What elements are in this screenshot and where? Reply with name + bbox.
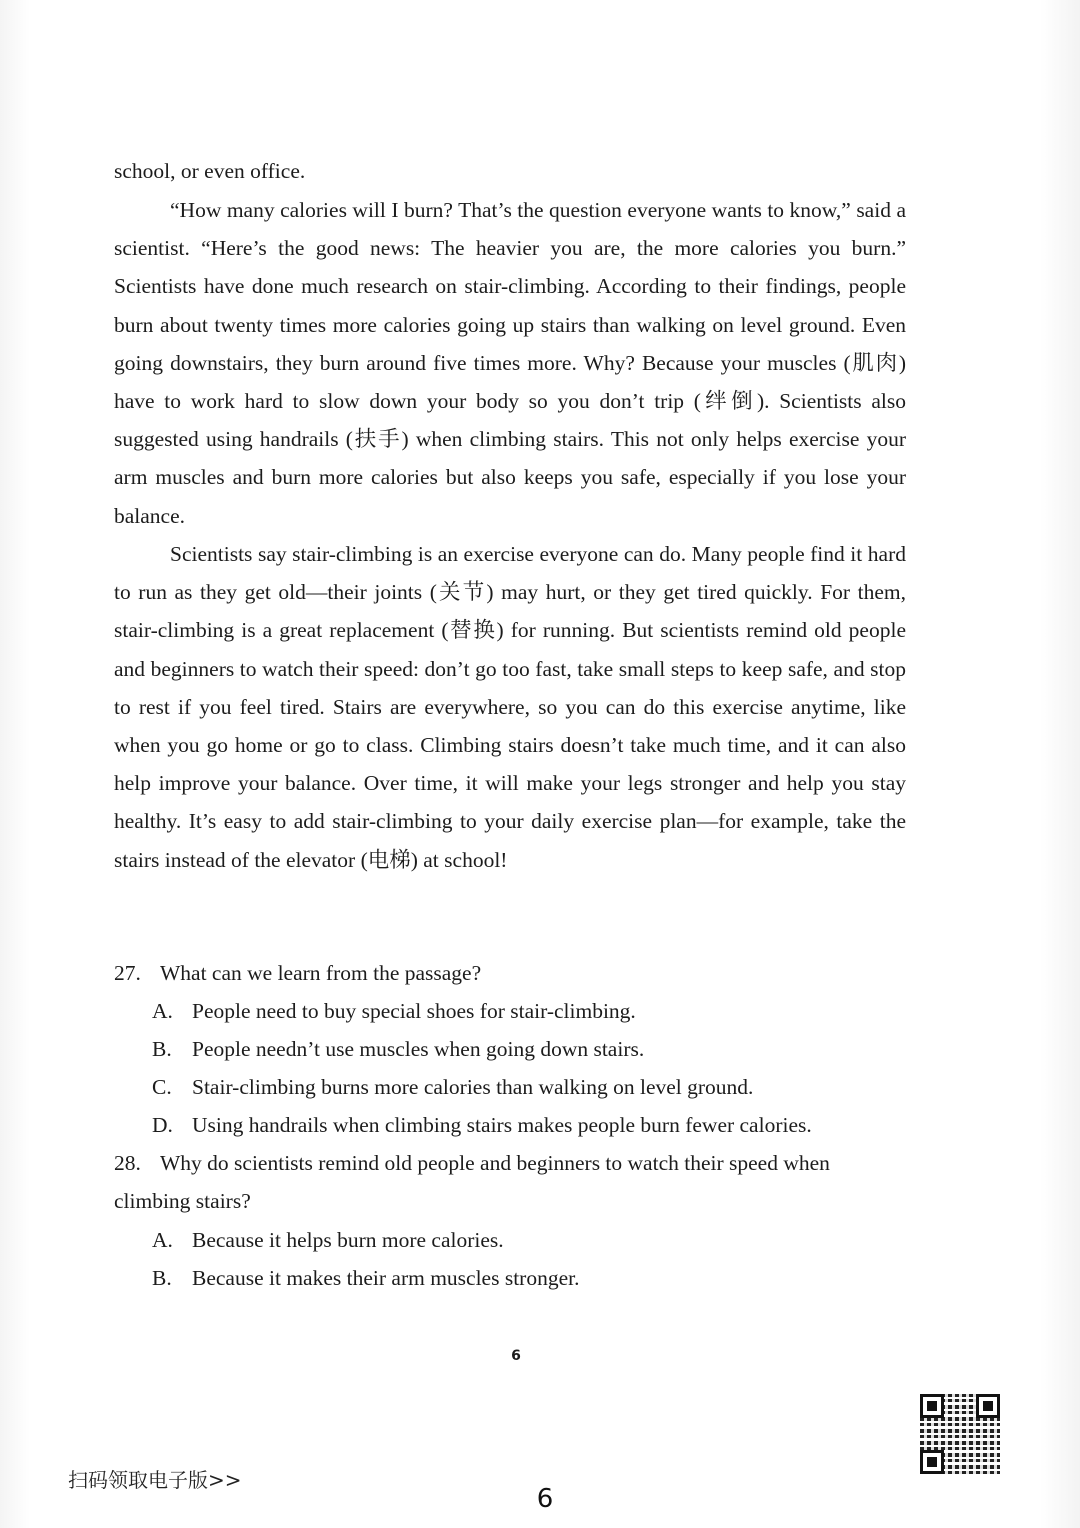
passage-paragraph-continued: school, or even office. — [114, 159, 306, 183]
option-letter: C. — [152, 1075, 172, 1099]
qr-code-icon[interactable] — [920, 1394, 1000, 1474]
option-text: Because it helps burn more calories. — [192, 1228, 504, 1252]
question-text: What can we learn from the passage? — [160, 961, 482, 985]
qr-finder-top-right — [976, 1394, 1000, 1418]
question-number: 27. — [114, 961, 141, 985]
question-text: Why do scientists remind old people and beginners to watch their speed when climbing stairs? — [114, 1151, 830, 1214]
scan-for-digital-copy-text: 扫码领取电子版>> — [68, 1468, 242, 1492]
option-text: People need to buy special shoes for stair-climbing. — [192, 999, 636, 1023]
option-letter: A. — [152, 1228, 173, 1252]
question-27-option-a[interactable] — [152, 992, 912, 1030]
question-27 — [114, 954, 914, 992]
question-27-option-b[interactable] — [152, 1030, 912, 1068]
option-text: Using handrails when climbing stairs makes people burn fewer calories. — [192, 1113, 812, 1137]
question-number: 28. — [114, 1151, 141, 1175]
option-letter: A. — [152, 999, 173, 1023]
option-letter: B. — [152, 1037, 172, 1061]
option-text: People needn’t use muscles when going down stairs. — [192, 1037, 645, 1061]
qr-finder-bottom-left — [920, 1450, 944, 1474]
qr-finder-top-left — [920, 1394, 944, 1418]
question-27-option-c[interactable] — [152, 1068, 912, 1106]
question-28 — [114, 1144, 904, 1220]
passage-paragraph-calories: “How many calories will I burn? That’s the question everyone wants to know,” said a scientist. “Here’s the good news: The heavier you are, the more calories you burn.” Scientists have done much research on stair-climbing. According to their findings, people burn about twenty times more calories going up stairs than walking on level ground. Even going downstairs, they burn around five times more. Why? Because your muscles (肌肉) have to work hard to slow down your body so you don’t trip (绊倒). Scientists also suggested using handrails (扶手) when climbing stairs. This not only helps exercise your arm muscles and burn more calories but also keeps you safe, especially if you lose your balance. — [114, 198, 906, 528]
passage-paragraph-exercise: Scientists say stair-climbing is an exercise everyone can do. Many people find it hard to run as they get old—their joints (关节) may hurt, or they get tired quickly. For them, stair-climbing is a great replacement (替换) for running. But scientists remind old people and beginners to watch their speed: don’t go too fast, take small steps to keep safe, and stop to rest if you feel tired. Stairs are everywhere, so you can do this exercise anytime, like when you go home or go to class. Climbing stairs doesn’t take much time, and it can also help improve your balance. Over time, it will make your legs stronger and help you stay healthy. It’s easy to add stair-climbing to your daily exercise plan—for example, take the stairs instead of the elevator (电梯) at school! — [114, 542, 906, 872]
option-text: Stair-climbing burns more calories than walking on level ground. — [192, 1075, 754, 1099]
question-27-option-d[interactable] — [152, 1106, 912, 1144]
page-number: 6 — [536, 1484, 554, 1514]
option-text: Because it makes their arm muscles stronger. — [192, 1266, 580, 1290]
question-28-option-a[interactable] — [152, 1221, 912, 1259]
option-letter: B. — [152, 1266, 172, 1290]
question-28-option-b[interactable] — [152, 1259, 912, 1297]
option-letter: D. — [152, 1113, 173, 1137]
page-number-printed: 6 — [511, 1348, 521, 1364]
